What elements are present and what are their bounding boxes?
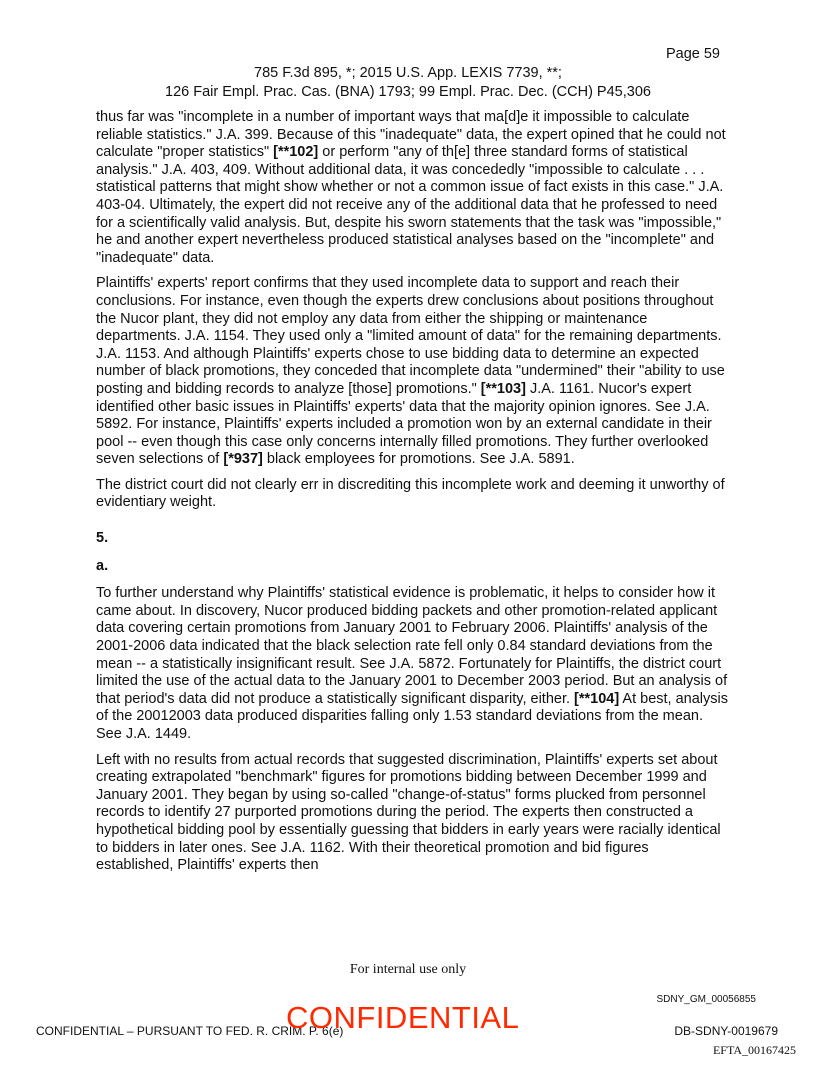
opinion-body xyxy=(96,109,728,883)
paragraph-1: thus far was "incomplete in a number of important ways that ma[d]e it impossible to calculate reliable statistics." J.A. 399. Because of this "inadequate" data, the expert opined that he could not calculate "proper statistics" [**102] or perform "any of th[e] three standard forms of statistical analysis." J.A. 403, 409. Without additional data, it was concededly "impossible to calculate . . . statistical patterns that might show whether or not a common issue of fact exists in this case." J.A. 403-04. Ultimately, the expert did not receive any of the additional data that he professed to need for a scientifically valid analysis. But, despite his sworn statements that the task was "impossible," he and another expert nevertheless produced statistical analyses based on the "incomplete" and "inadequate" data. xyxy=(96,109,726,266)
confidential-notice: CONFIDENTIAL – PURSUANT TO FED. R. CRIM. P. 6(e) xyxy=(36,1024,344,1038)
confidential-stamp: CONFIDENTIAL xyxy=(286,1000,520,1035)
paragraph-3: The district court did not clearly err in discrediting this incomplete work and deeming it unworthy of evidentiary weight. xyxy=(96,476,725,511)
star-page-103: [**103] xyxy=(480,380,526,397)
page-number: Page 59 xyxy=(665,46,720,62)
star-page-104: [**104] xyxy=(574,690,620,707)
citation-line-1: 785 F.3d 895, *; 2015 U.S. App. LEXIS 7739, **; xyxy=(254,65,562,81)
paragraph-2: Plaintiffs' experts' report confirms that they used incomplete data to support and reach their conclusions. For instance, even though the experts drew conclusions about positions throughout the Nucor plant, they did not employ any data from either the shipping or maintenance departments. J.A. 1154. They used only a "limited amount of data" for the remaining departments. J.A. 1153. And although Plaintiffs' experts chose to use bidding data to determine an expected number of black promotions, they conceded that incomplete data "undermined" their "ability to use posting and bidding records to analyze [those] promotions." [**103] J.A. 1161. Nucor's expert identified other basic issues in Plaintiffs' experts' data that the majority opinion ignores. See J.A. 5892. For instance, Plaintiffs' experts included a promotion won by an external candidate in their pool -- even though this case only concerns internally filled promotions. They further overlooked seven selections of [*937] black employees for promotions. See J.A. 5891. xyxy=(96,275,725,468)
section-heading-a: a. xyxy=(96,557,109,574)
bates-number-db: DB-SDNY-0019679 xyxy=(674,1024,778,1038)
internal-use-notice: For internal use only xyxy=(349,962,467,977)
section-heading-5: 5. xyxy=(96,530,109,547)
bates-number-sdny-gm: SDNY_GM_00056855 xyxy=(656,994,756,1005)
paragraph-5: Left with no results from actual records that suggested discrimination, Plaintiffs' experts set about creating extrapolated "benchmark" figures for promotions bidding between December 1999 and January 2001. They began by using so-called "change-of-status" forms plucked from personnel records to identify 27 purported promotions during the period. The experts then constructed a hypothetical bidding pool by essentially guessing that bidders in early years were racially identical to bidders in later ones. See J.A. 1162. With their theoretical promotion and bid figures established, Plaintiffs' experts then xyxy=(96,751,721,874)
efta-number: EFTA_00167425 xyxy=(712,1043,796,1057)
star-page-937: [*937] xyxy=(223,451,263,468)
star-page-102: [**102] xyxy=(273,144,319,161)
citation-line-2: 126 Fair Empl. Prac. Cas. (BNA) 1793; 99 Empl. Prac. Dec. (CCH) P45,306 xyxy=(165,84,651,100)
paragraph-4: To further understand why Plaintiffs' statistical evidence is problematic, it helps to consider how it came about. In discovery, Nucor produced bidding packets and other promotion-related applicant data covering certain promotions from January 2001 to February 2006. Plaintiffs' analysis of the 2001-2006 data indicated that the black selection rate fell only 0.84 standard deviations from the mean -- a statistically insignificant result. See J.A. 5872. Fortunately for Plaintiffs, the district court limited the use of the actual data to the January 2001 to December 2003 period. But an analysis of that period's data did not produce a statistically significant disparity, either. [**104] At best, analysis of the 20012003 data produced disparities falling only 1.53 standard deviations from the mean. See J.A. 1449. xyxy=(96,585,728,742)
